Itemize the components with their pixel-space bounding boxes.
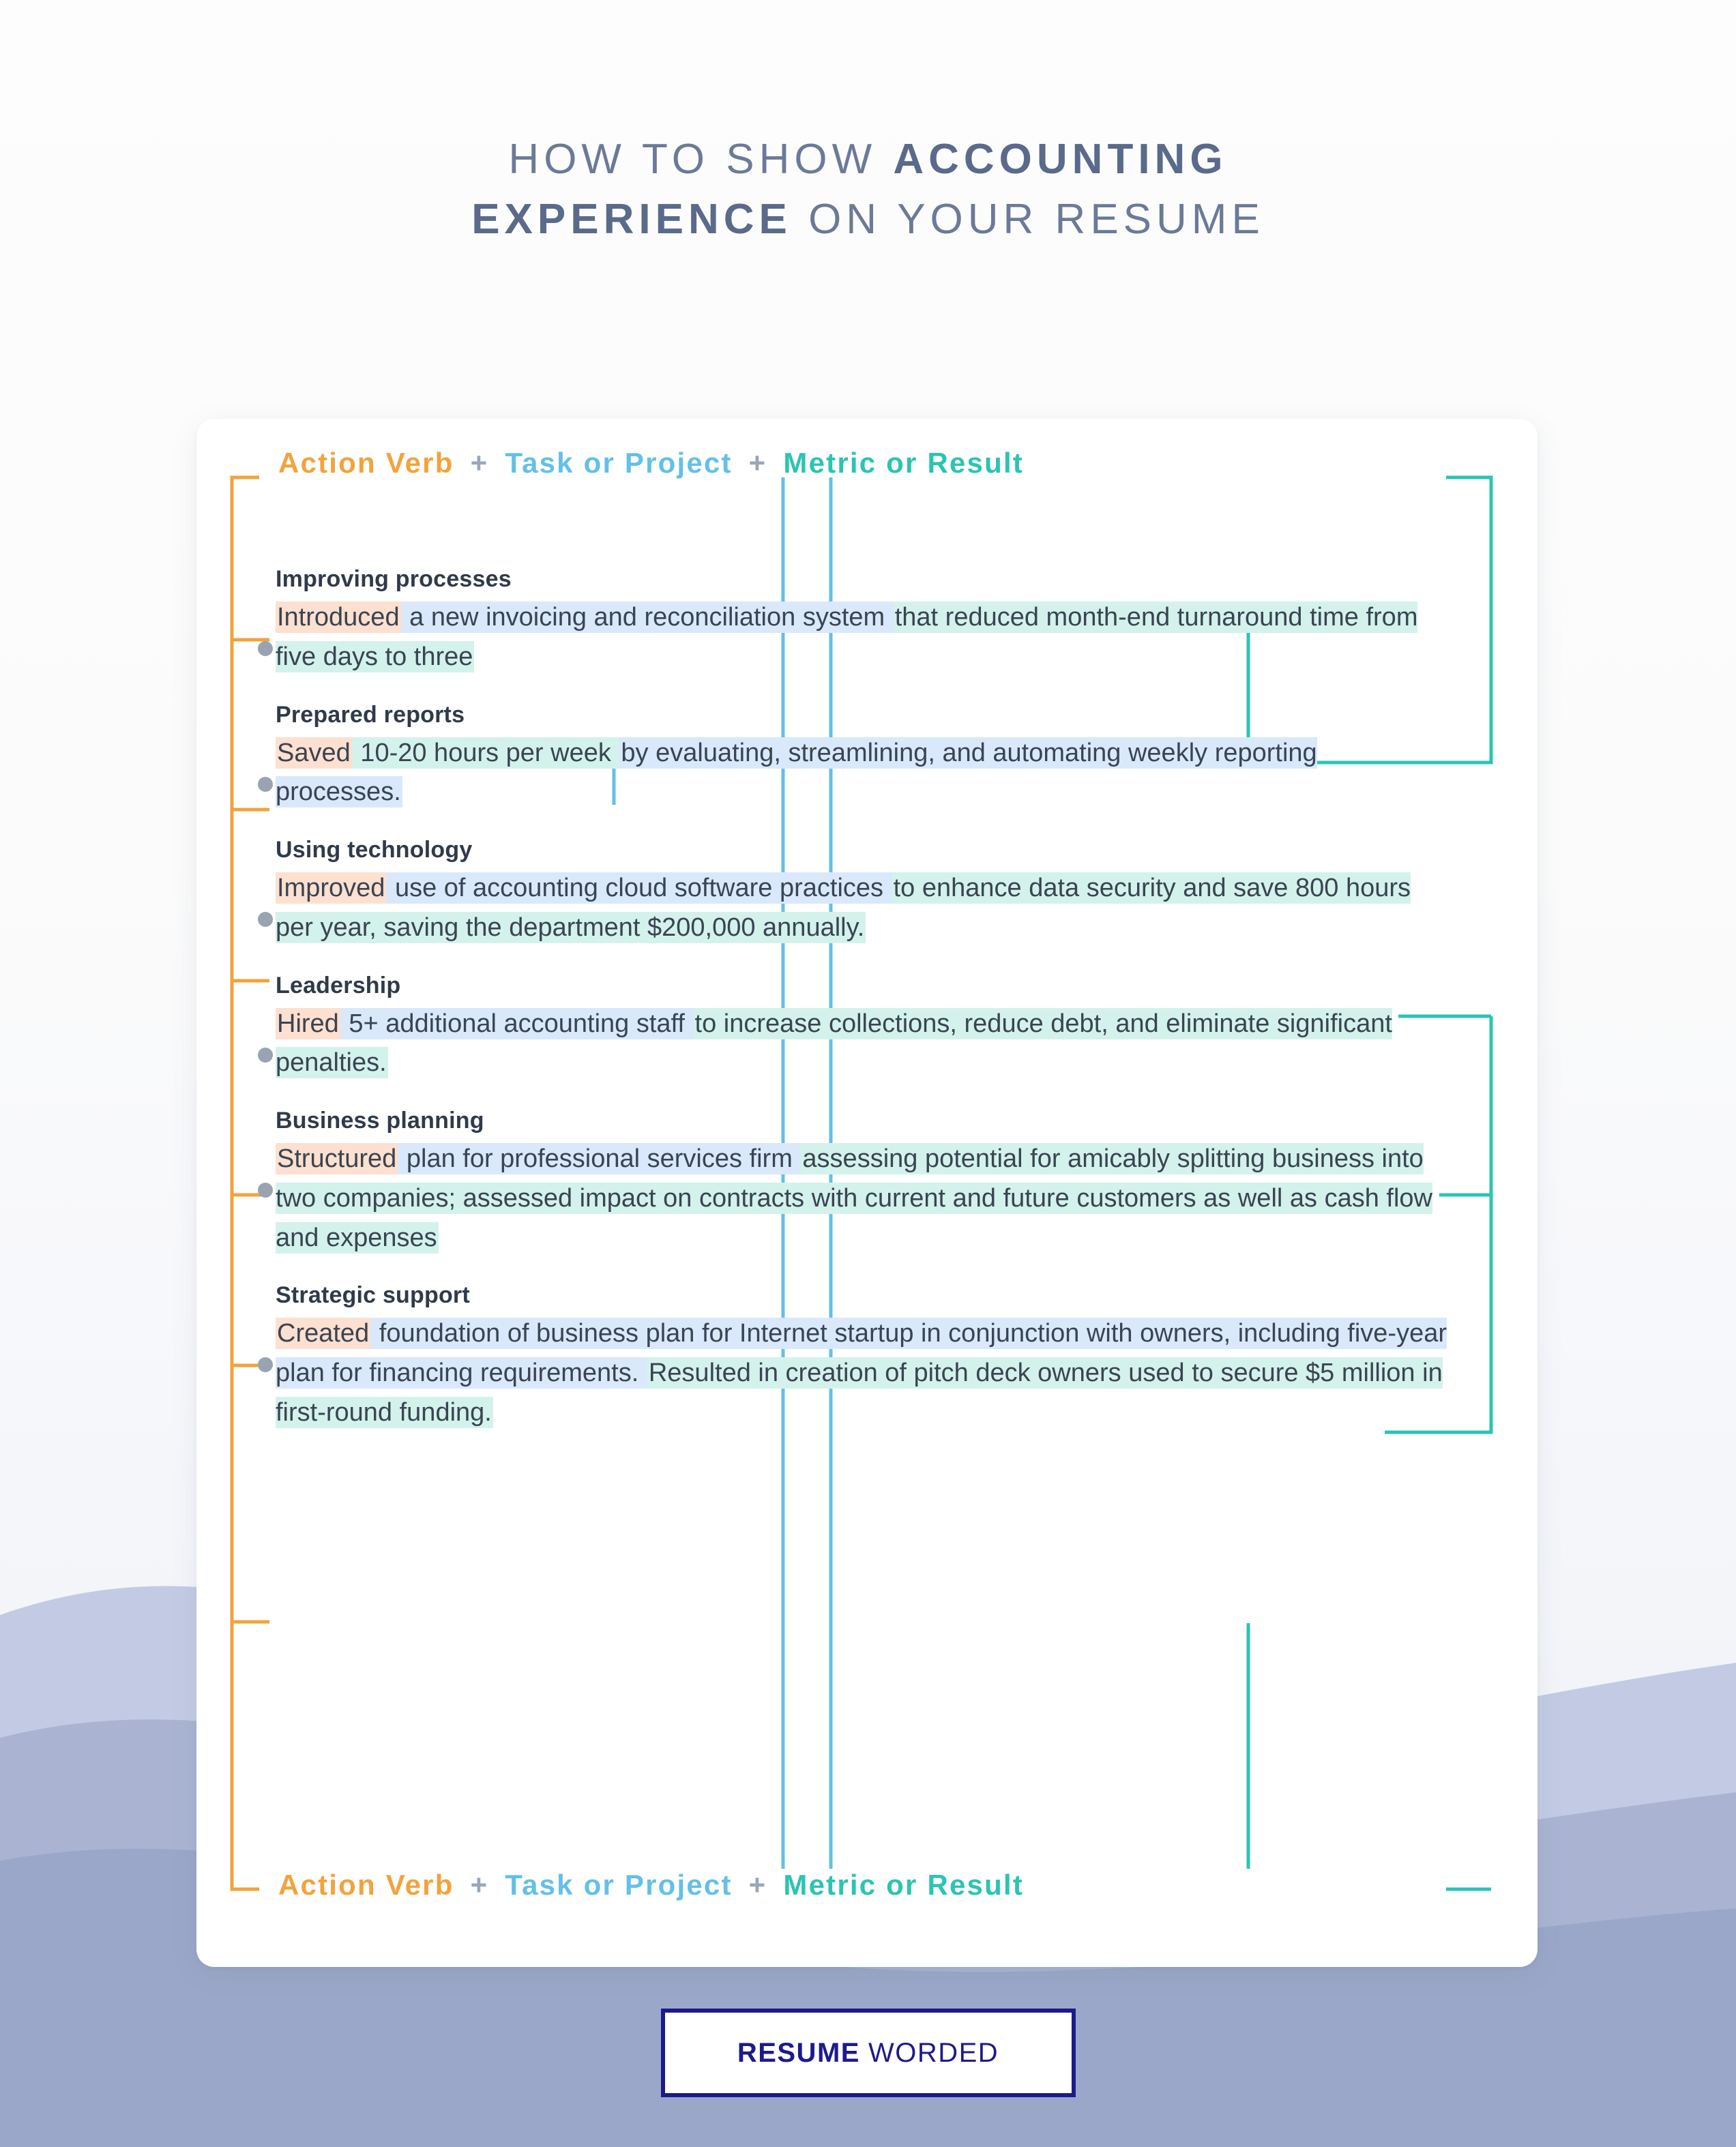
- bullet-verb: Introduced: [277, 603, 400, 632]
- bullet-task: foundation of business plan for Internet startup in conjunction with owners, including five-year plan for financing requirements.: [276, 1319, 1447, 1387]
- bullet-body: [276, 734, 1449, 813]
- resume-worded-logo[interactable]: [661, 2009, 1076, 2097]
- bullet-heading: Leadership: [276, 972, 401, 998]
- bullet-metric: 10-20 hours per week: [353, 738, 619, 767]
- bullet-item: [276, 702, 1449, 813]
- bullet-heading: Prepared reports: [276, 701, 465, 728]
- bullet-metric: to increase collections, reduce debt, and eliminate significant penalties.: [276, 1009, 1392, 1078]
- legend-task-or-project-bottom: Task or Project: [505, 1869, 733, 1901]
- bullet-verb: Saved: [277, 738, 351, 767]
- bullet-verb: Hired: [277, 1009, 339, 1038]
- page-title: [0, 130, 1736, 250]
- bullet-heading: Improving processes: [276, 566, 512, 592]
- legend-plus-3: +: [470, 1869, 489, 1901]
- legend-metric-or-result-bottom: Metric or Result: [783, 1869, 1025, 1901]
- bullet-item: [276, 1108, 1449, 1258]
- bullet-body: [276, 598, 1449, 677]
- bullet-list: [276, 566, 1449, 1457]
- bullet-dot: [258, 1183, 273, 1198]
- legend-plus-4: +: [748, 1869, 767, 1901]
- legend-top: [278, 447, 1438, 479]
- bullet-dot: [258, 912, 273, 927]
- bullet-task: plan for professional services firm: [399, 1144, 800, 1173]
- bullet-task: by evaluating, streamlining, and automating weekly reporting processes.: [276, 738, 1317, 807]
- bullet-verb: Structured: [277, 1144, 397, 1173]
- legend-metric-or-result: Metric or Result: [783, 447, 1025, 479]
- legend-plus-1: +: [470, 447, 489, 479]
- bullet-metric: that reduced month-end turnaround time from five days to three: [276, 603, 1418, 671]
- logo-text-bold: RESUME: [737, 2037, 860, 2068]
- bullet-task: use of accounting cloud software practices: [387, 874, 891, 902]
- bullet-dot: [258, 1048, 273, 1063]
- bullet-dot: [258, 777, 273, 792]
- legend-action-verb: Action Verb: [278, 447, 454, 479]
- bullet-heading: Using technology: [276, 837, 473, 863]
- bullet-item: [276, 1282, 1449, 1432]
- bullet-task: a new invoicing and reconciliation system: [402, 603, 892, 632]
- bullet-metric: Resulted in creation of pitch deck owners used to secure $5 million in first-round funding.: [276, 1359, 1443, 1427]
- bullet-item: [276, 837, 1449, 948]
- logo-text-light: WORDED: [868, 2037, 999, 2068]
- bullet-verb: Improved: [277, 874, 385, 902]
- bullet-metric: assessing potential for amicably splitting business into two companies; assessed impact on contracts with current and future customers as well as cash flow and expenses: [276, 1144, 1432, 1252]
- bullet-dot: [258, 641, 273, 656]
- bullet-verb: Created: [277, 1319, 370, 1348]
- bullet-heading: Strategic support: [276, 1282, 470, 1309]
- bullet-body: [276, 869, 1449, 948]
- bullet-item: [276, 973, 1449, 1084]
- bullet-metric: to enhance data security and save 800 hours per year, saving the department $200,000 annually.: [276, 874, 1411, 942]
- bullet-heading: Business planning: [276, 1108, 484, 1134]
- bullet-body: [276, 1140, 1449, 1258]
- title-line-1: HOW TO SHOW ACCOUNTING: [508, 136, 1228, 183]
- bullet-item: [276, 566, 1449, 677]
- legend-action-verb-bottom: Action Verb: [278, 1869, 454, 1901]
- bullet-body: [276, 1005, 1449, 1084]
- legend-plus-2: +: [748, 447, 767, 479]
- title-line-2: EXPERIENCE ON YOUR RESUME: [471, 196, 1265, 243]
- legend-bottom: [278, 1869, 1438, 1901]
- bullet-task: 5+ additional accounting staff: [341, 1009, 692, 1038]
- bullet-body: [276, 1314, 1449, 1432]
- legend-task-or-project: Task or Project: [505, 447, 733, 479]
